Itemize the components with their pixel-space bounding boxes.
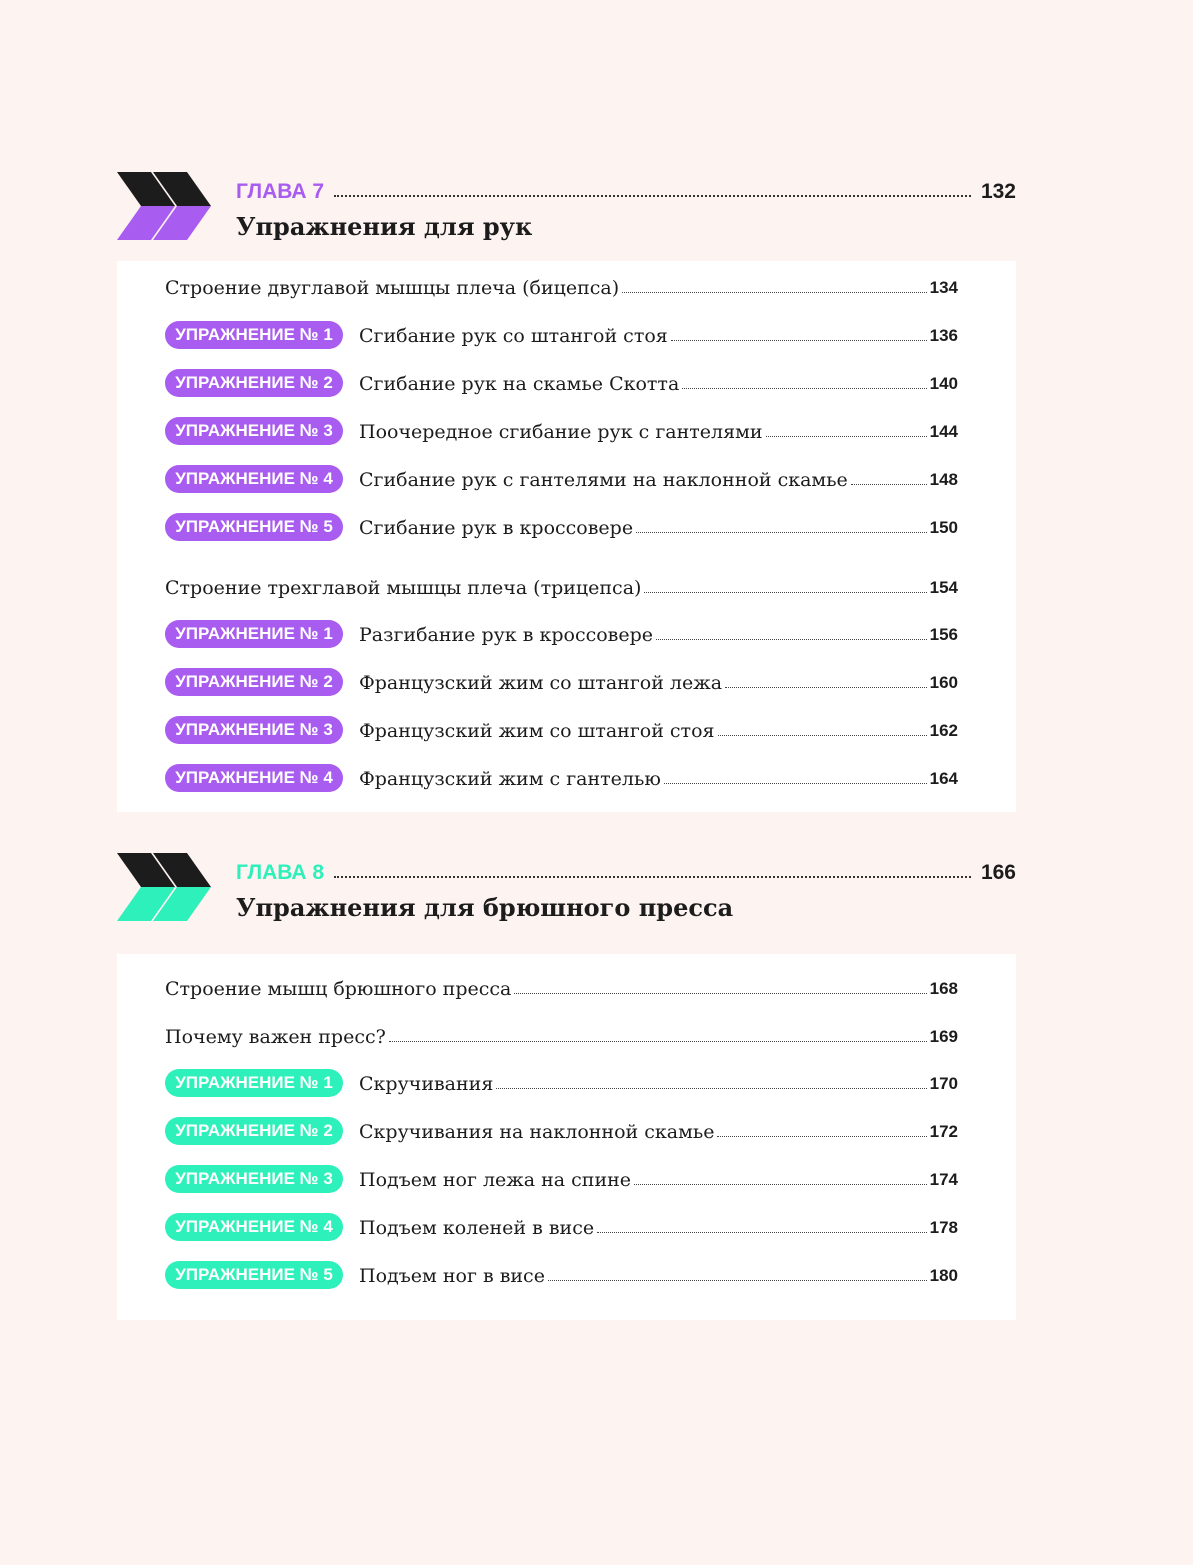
toc-exercise-row[interactable] <box>165 1065 958 1095</box>
leader-dots <box>725 687 927 688</box>
exercise-title: Сгибание рук в кроссовере <box>359 517 634 539</box>
exercise-title: Сгибание рук с гантелями на наклонной скамье <box>359 469 848 491</box>
toc-heading-text: Почему важен пресс? <box>165 1026 386 1048</box>
exercise-badge: УПРАЖНЕНИЕ № 4 <box>165 764 343 792</box>
leader-dots <box>664 783 927 784</box>
toc-exercise-row[interactable] <box>165 1257 958 1287</box>
chapter-title: Упражнения для рук <box>236 212 533 241</box>
exercise-badge: УПРАЖНЕНИЕ № 1 <box>165 1069 343 1097</box>
leader-dots <box>597 1232 927 1233</box>
chapter-7 <box>117 172 1016 790</box>
page-number: 170 <box>929 1074 958 1093</box>
page-number: 178 <box>929 1218 958 1237</box>
exercise-badge: УПРАЖНЕНИЕ № 1 <box>165 620 343 648</box>
toc-heading-row[interactable] <box>165 970 958 1000</box>
exercise-title: Французский жим со штангой стоя <box>359 720 715 742</box>
leader-dots <box>334 195 971 197</box>
leader-dots <box>634 1184 927 1185</box>
toc-exercise-row[interactable] <box>165 461 958 491</box>
leader-dots <box>389 1041 927 1042</box>
exercise-title: Разгибание рук в кроссовере <box>359 624 654 646</box>
page-number: 150 <box>929 518 958 537</box>
leader-dots <box>622 292 926 293</box>
leader-dots <box>717 1136 926 1137</box>
toc-exercise-row[interactable] <box>165 1113 958 1143</box>
leader-dots <box>682 388 926 389</box>
leader-dots <box>548 1280 927 1281</box>
exercise-title: Подъем ног в висе <box>359 1265 545 1287</box>
leader-dots <box>766 436 927 437</box>
toc-heading-row[interactable] <box>165 1018 958 1048</box>
leader-dots <box>718 735 927 736</box>
leader-dots <box>656 639 927 640</box>
page-number: 169 <box>929 1027 958 1046</box>
leader-dots <box>644 592 926 593</box>
page-number: 180 <box>929 1266 958 1285</box>
leader-dots <box>671 340 927 341</box>
page-number: 168 <box>929 979 958 998</box>
page-number: 140 <box>929 374 958 393</box>
double-chevron-icon <box>117 172 213 240</box>
chapter-header <box>117 853 1016 943</box>
toc-heading-text: Строение двуглавой мышцы плеча (бицепса) <box>165 277 620 299</box>
toc-heading-text: Строение трехглавой мышцы плеча (трицепса) <box>165 577 642 599</box>
toc-exercise-row[interactable] <box>165 712 958 742</box>
exercise-badge: УПРАЖНЕНИЕ № 5 <box>165 1261 343 1289</box>
chapter-line <box>236 853 1016 885</box>
exercise-badge: УПРАЖНЕНИЕ № 2 <box>165 369 343 397</box>
exercise-badge: УПРАЖНЕНИЕ № 4 <box>165 1213 343 1241</box>
chapter-label: ГЛАВА 7 <box>236 180 325 203</box>
exercise-badge: УПРАЖНЕНИЕ № 2 <box>165 1117 343 1145</box>
toc-exercise-row[interactable] <box>165 664 958 694</box>
exercise-badge: УПРАЖНЕНИЕ № 3 <box>165 716 343 744</box>
toc-heading-row[interactable] <box>165 269 958 299</box>
leader-dots <box>496 1088 926 1089</box>
page-number: 136 <box>929 326 958 345</box>
page-number: 134 <box>929 278 958 297</box>
exercise-badge: УПРАЖНЕНИЕ № 2 <box>165 668 343 696</box>
page-number: 160 <box>929 673 958 692</box>
chapter-label: ГЛАВА 8 <box>236 861 325 884</box>
toc-exercise-row[interactable] <box>165 509 958 539</box>
toc-exercise-row[interactable] <box>165 616 958 646</box>
exercise-title: Подъем ног лежа на спине <box>359 1169 632 1191</box>
toc-heading-row[interactable] <box>165 569 958 599</box>
exercise-title: Скручивания на наклонной скамье <box>359 1121 715 1143</box>
page-number: 172 <box>929 1122 958 1141</box>
toc-heading-text: Строение мышц брюшного пресса <box>165 978 512 1000</box>
exercise-title: Скручивания <box>359 1073 494 1095</box>
toc-exercise-row[interactable] <box>165 760 958 790</box>
chapter-title: Упражнения для брюшного пресса <box>236 893 734 922</box>
exercise-title: Сгибание рук со штангой стоя <box>359 325 668 347</box>
page-number: 154 <box>929 578 958 597</box>
page-number: 162 <box>929 721 958 740</box>
toc-exercise-row[interactable] <box>165 1209 958 1239</box>
exercise-badge: УПРАЖНЕНИЕ № 3 <box>165 1165 343 1193</box>
double-chevron-icon <box>117 853 213 921</box>
leader-dots <box>514 993 926 994</box>
toc-exercise-row[interactable] <box>165 365 958 395</box>
leader-dots <box>334 876 971 878</box>
exercise-badge: УПРАЖНЕНИЕ № 5 <box>165 513 343 541</box>
exercise-badge: УПРАЖНЕНИЕ № 4 <box>165 465 343 493</box>
exercise-title: Сгибание рук на скамье Скотта <box>359 373 680 395</box>
toc-card <box>117 261 1016 812</box>
page-number: 156 <box>929 625 958 644</box>
exercise-badge: УПРАЖНЕНИЕ № 3 <box>165 417 343 445</box>
toc-exercise-row[interactable] <box>165 413 958 443</box>
leader-dots <box>851 484 927 485</box>
leader-dots <box>636 532 927 533</box>
chapter-header <box>117 172 1016 262</box>
exercise-title: Французский жим со штангой лежа <box>359 672 723 694</box>
chapter-line <box>236 172 1016 204</box>
page-number: 148 <box>929 470 958 489</box>
exercise-title: Французский жим с гантелью <box>359 768 661 790</box>
toc-exercise-row[interactable] <box>165 317 958 347</box>
page-number: 174 <box>929 1170 958 1189</box>
chapter-page-number: 132 <box>980 180 1016 203</box>
chapter-page-number: 166 <box>980 861 1016 884</box>
toc-exercise-row[interactable] <box>165 1161 958 1191</box>
exercise-title: Поочередное сгибание рук с гантелями <box>359 421 763 443</box>
exercise-badge: УПРАЖНЕНИЕ № 1 <box>165 321 343 349</box>
exercise-title: Подъем коленей в висе <box>359 1217 595 1239</box>
page-number: 164 <box>929 769 958 788</box>
toc-card <box>117 954 1016 1320</box>
page-number: 144 <box>929 422 958 441</box>
chapter-8 <box>117 853 1016 1287</box>
